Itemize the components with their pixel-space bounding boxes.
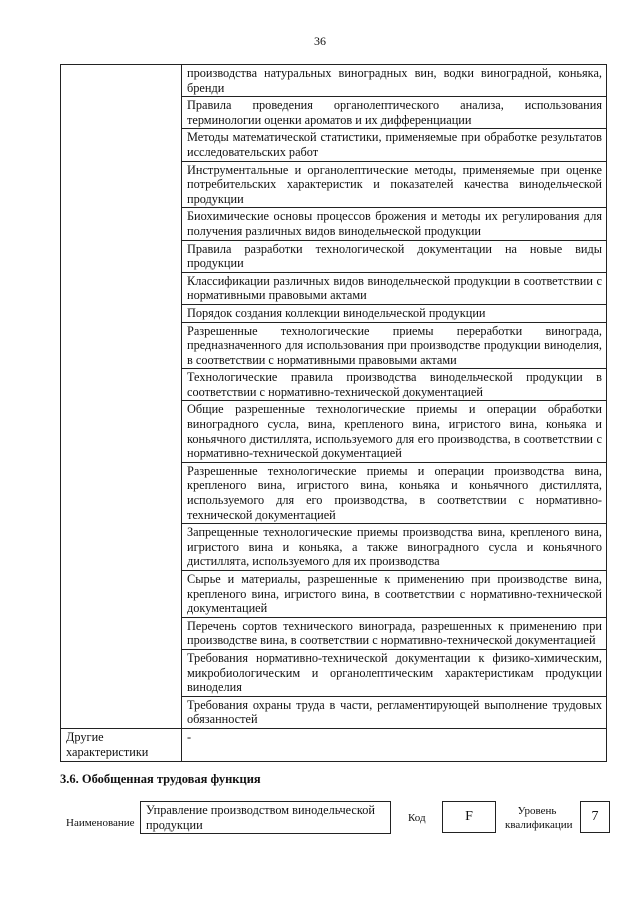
- section-heading: 3.6. Обобщенная трудовая функция: [60, 772, 261, 786]
- name-field: Управление производством винодельческой продукции: [140, 801, 391, 834]
- table-cell: Технологические правила производства винодельческой продукции в соответствии с нормативно-технической документацией: [182, 369, 607, 401]
- other-characteristics-value: -: [182, 728, 607, 761]
- code-label: Код: [408, 812, 426, 824]
- table-cell: Разрешенные технологические приемы и операции производства вина, крепленого вина, игристого вина, коньяка и коньячного дистиллята, используемого для его производства, в соответствии с нормативно-технической документацией: [182, 462, 607, 523]
- table-row: [61, 728, 607, 761]
- table-cell: Биохимические основы процессов брожения и методы их регулирования для получения различных видов винодельческой продукции: [182, 208, 607, 240]
- other-characteristics-label: Другие характеристики: [61, 728, 182, 761]
- table-cell: Классификации различных видов винодельческой продукции в соответствии с нормативными правовыми актами: [182, 272, 607, 304]
- code-field: F: [442, 801, 496, 833]
- name-label: Наименование: [66, 817, 135, 829]
- table-cell: производства натуральных виноградных вин, водки виноградной, коньяка, бренди: [182, 65, 607, 97]
- table-cell: Порядок создания коллекции винодельческой продукции: [182, 304, 607, 322]
- table-row: [61, 65, 607, 97]
- qualification-level-label: Уровень квалификации: [505, 805, 573, 831]
- table-cell: Требования нормативно-технической документации к физико-химическим, микробиологическим и органолептическим характеристикам продукции виноделия: [182, 649, 607, 696]
- left-column-empty: [61, 65, 182, 729]
- table-cell: Требования охраны труда в части, регламентирующей выполнение трудовых обязанностей: [182, 696, 607, 728]
- table-cell: Инструментальные и органолептические методы, применяемые при оценке потребительских характеристик и показателей качества винодельческой продукции: [182, 161, 607, 208]
- table-cell: Методы математической статистики, применяемые при обработке результатов исследовательских работ: [182, 129, 607, 161]
- table-cell: Разрешенные технологические приемы переработки винограда, предназначенного для использования при производстве продукции виноделия, в соответствии с нормативными правовыми актами: [182, 322, 607, 369]
- table-cell: Сырье и материалы, разрешенные к применению при производстве вина, крепленого вина, игристого вина, в соответствии с нормативно-технической документацией: [182, 571, 607, 618]
- page-number: 36: [314, 34, 326, 48]
- knowledge-table: [60, 64, 607, 762]
- table-cell: Запрещенные технологические приемы производства вина, крепленого вина, игристого вина и коньяка, а также виноградного сусла и коньячного дистиллята, используемого для их производства: [182, 524, 607, 571]
- table-cell: Перечень сортов технического винограда, разрешенных к применению при производстве вина, в соответствии с нормативно-технической документацией: [182, 617, 607, 649]
- qualification-level-field: 7: [580, 801, 610, 833]
- table-cell: Правила проведения органолептического анализа, использования терминологии оценки ароматов и их дифференциации: [182, 97, 607, 129]
- table-cell: Общие разрешенные технологические приемы и операции обработки виноградного сусла, вина, крепленого вина, игристого вина, коньяка и коньячного дистиллята, используемого для его производства, в соответствии с нормативно-технической документацией: [182, 401, 607, 462]
- table-cell: Правила разработки технологической документации на новые виды продукции: [182, 240, 607, 272]
